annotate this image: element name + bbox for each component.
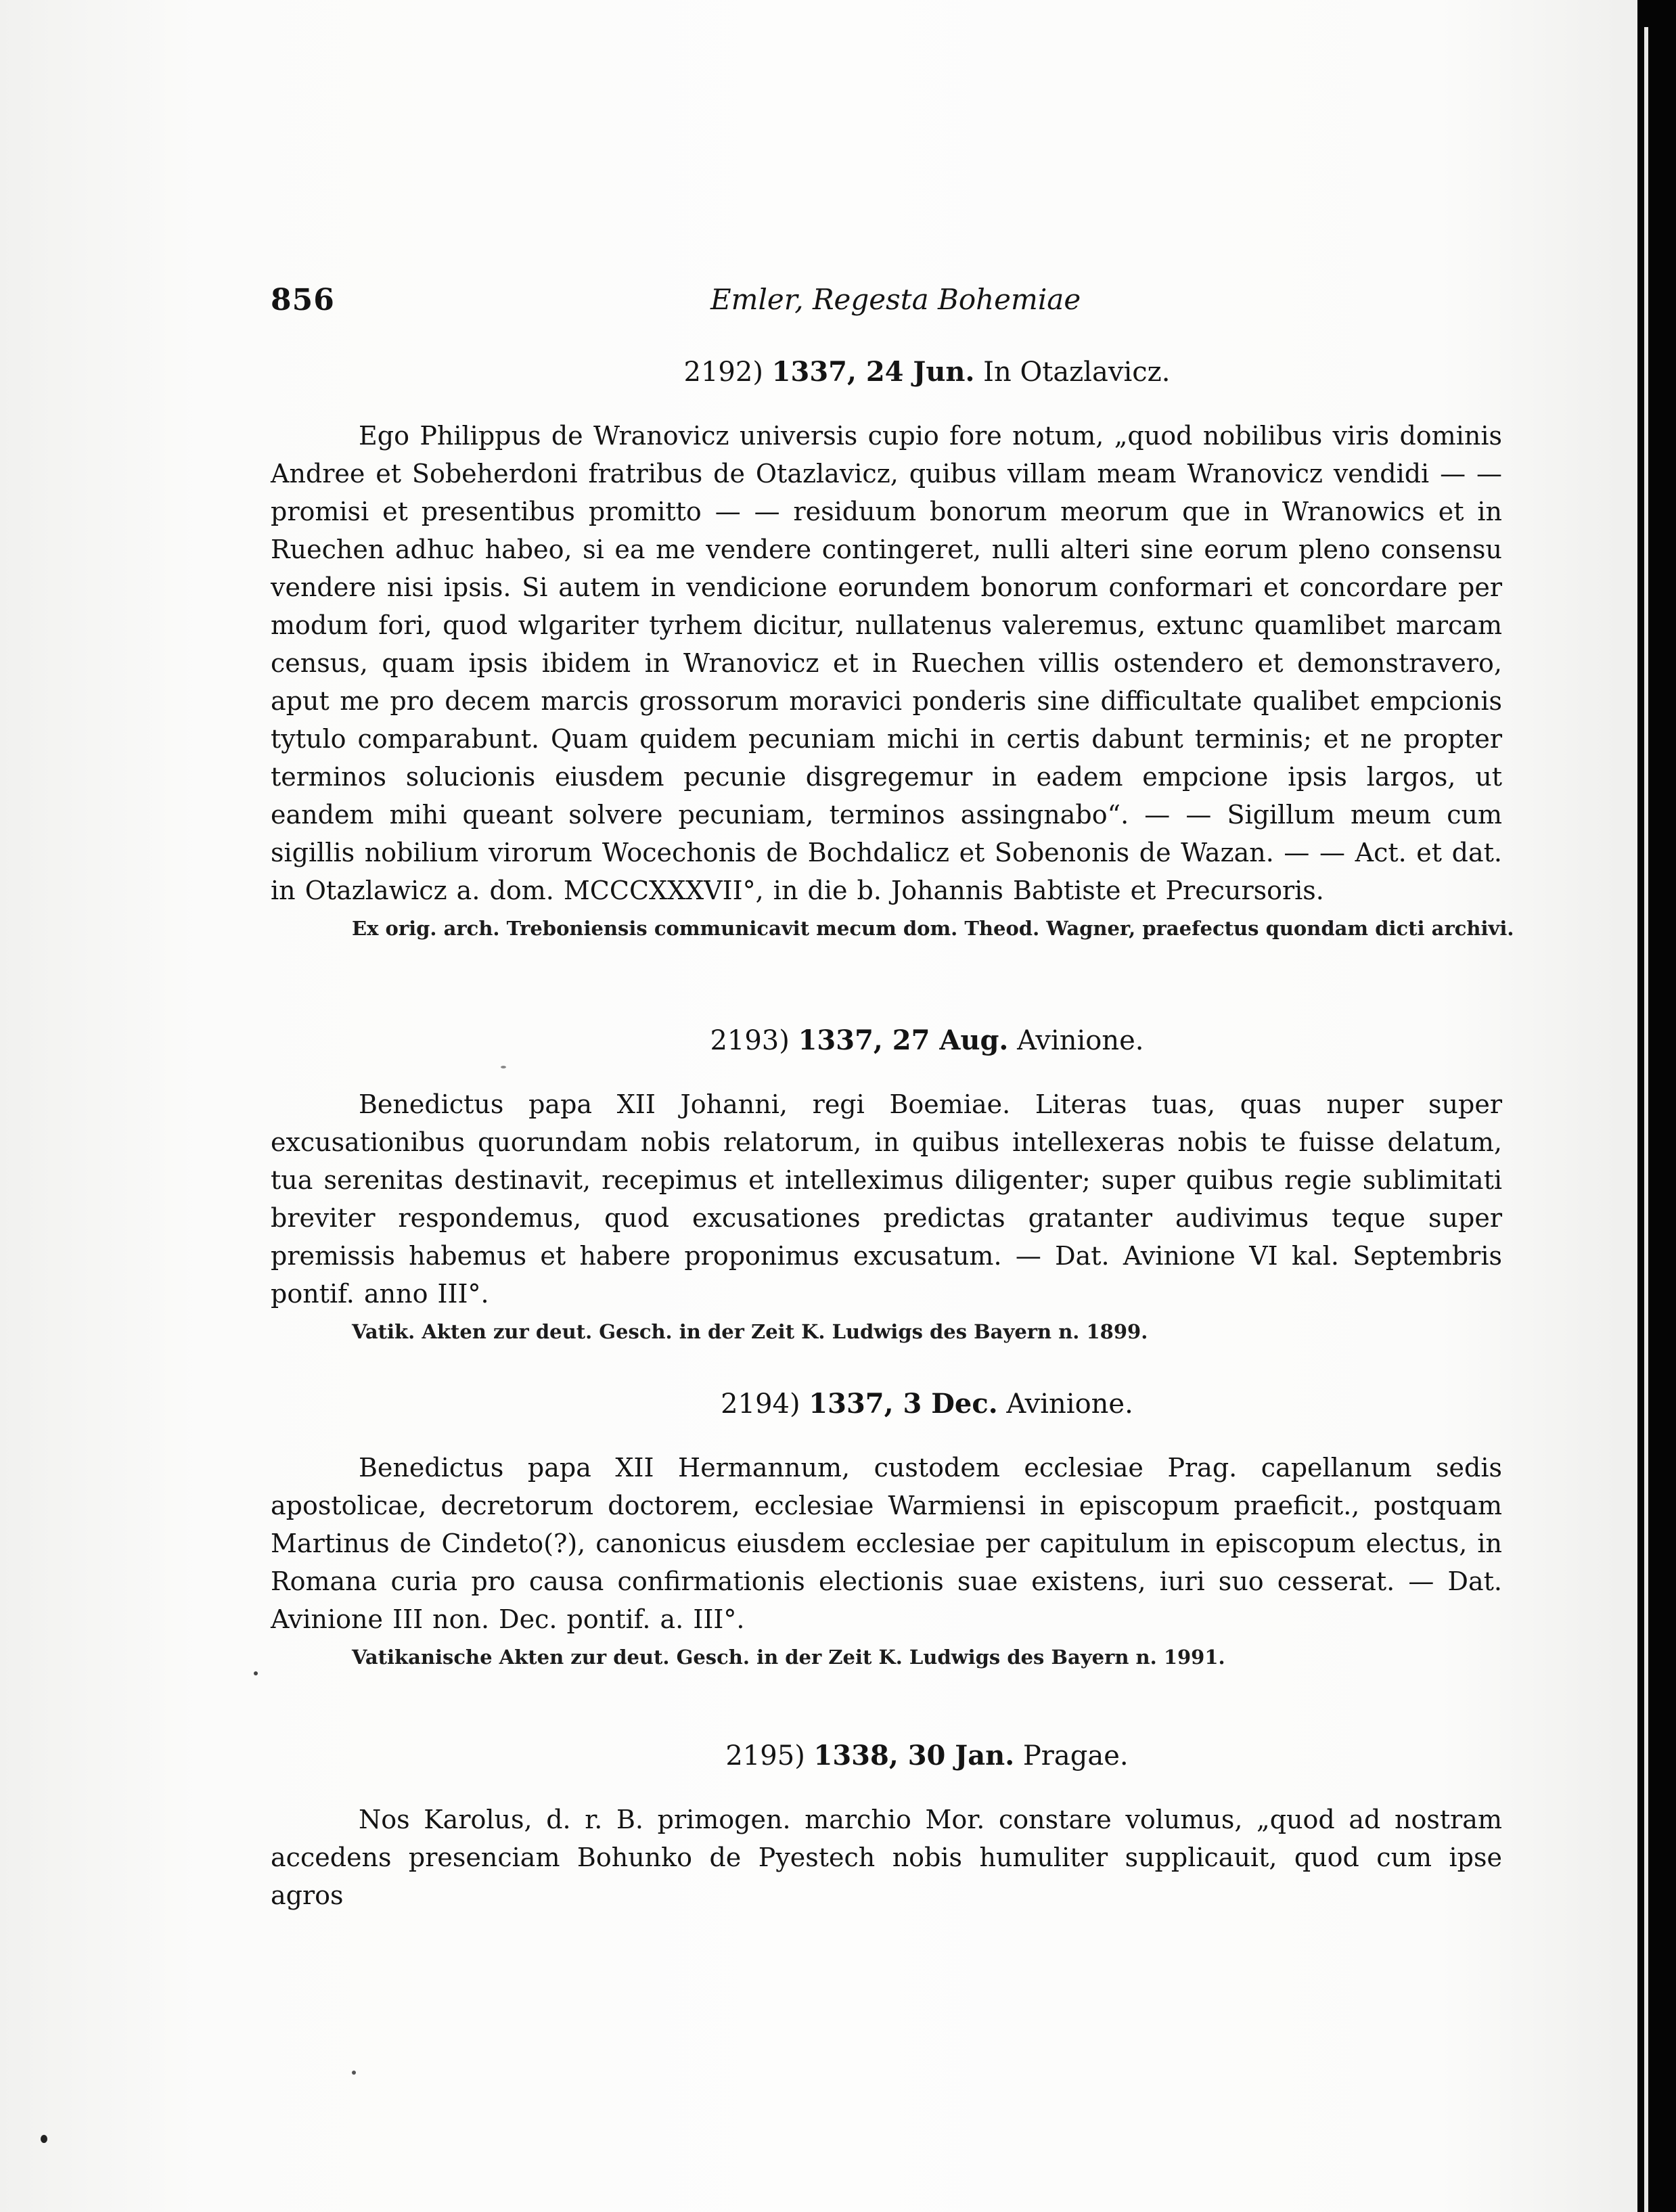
entry-heading: [271, 1384, 1502, 1424]
running-head: [271, 283, 1489, 330]
entry-date: 1337, 3 Dec.: [809, 1388, 998, 1420]
entry-number: 2194): [721, 1389, 800, 1420]
regest-entry-2193: [271, 1020, 1502, 1347]
scan-speck: [41, 2135, 47, 2143]
scan-speck: [352, 2071, 356, 2075]
page-number: 856: [271, 283, 335, 317]
entry-text: Benedictus papa XII Johanni, regi Boemiae. Literas tuas, quas nuper super excusationibus quorundam nobis relatorum, in quibus intellexeras nobis te fuisse delatum, tua serenitas destinavit, recepimus et intelleximus diligenter; super quibus regie sublimitati breviter respondemus, quod excusationes predictas gratanter audivimus teque super premissis habemus et habere proponimus excusatum. — Dat. Avinione VI kal. Septembris pontif. anno III°.: [271, 1089, 1502, 1309]
entry-number: 2195): [725, 1740, 805, 1771]
entry-date: 1338, 30 Jan.: [813, 1740, 1015, 1771]
entry-text: Nos Karolus, d. r. B. primogen. marchio Mor. constare volumus, „quod ad nostram accedens presenciam Bohunko de Pyestech nobis humuliter supplicauit, quod cum ipse agros: [271, 1805, 1502, 1910]
scan-speck: [501, 1066, 506, 1068]
regest-entry-2192: [271, 352, 1514, 943]
entry-number: 2193): [710, 1025, 790, 1056]
scan-border: [1637, 0, 1676, 2212]
entry-place: Pragae.: [1022, 1740, 1129, 1771]
scan-speck: [254, 1671, 258, 1675]
entry-heading: [271, 352, 1502, 392]
entry-place: Avinione.: [1006, 1389, 1133, 1420]
regest-entry-2194: [271, 1384, 1502, 1672]
entry-heading: [271, 1736, 1502, 1776]
entry-source-note: Ex orig. arch. Treboniensis communicavit mecum dom. Theod. Wagner, praefectus quondam dicti archivi.: [352, 917, 1514, 940]
entry-date: 1337, 24 Jun.: [771, 356, 975, 388]
entry-heading: [271, 1020, 1502, 1061]
entry-source-note: Vatik. Akten zur deut. Gesch. in der Zeit K. Ludwigs des Bayern n. 1899.: [352, 1320, 1148, 1343]
entry-number: 2192): [683, 357, 763, 388]
scan-border-strip: [1644, 27, 1648, 2212]
entry-text: Ego Philippus de Wranovicz universis cupio fore notum, „quod nobilibus viris dominis Andree et Sobeherdoni fratribus de Otazlavicz, quibus villam meam Wranovicz vendidi — — promisi et presentibus promitto — — residuum bonorum meorum que in Wranowics et in Ruechen adhuc habeo, si ea me vendere contingeret, nulli alteri sine eorum pleno consensu vendere nisi ipsis. Si autem in vendicione eorundem bonorum conformari et concordare per modum fori, quod wlgariter tyrhem dicitur, nullatenus valeremus, extunc quamlibet marcam census, quam ipsis ibidem in Wranovicz et in Ruechen villis ostendero et demonstravero, aput me pro decem marcis grossorum moravici ponderis sine difficultate qualibet empcionis tytulo comparabunt. Quam quidem pecuniam michi in certis dabunt terminis; et ne propter terminos solucionis eiusdem pecunie disgregemur in eadem empcione ipsis largos, ut eandem mihi queant solvere pecuniam, terminos assingnabo“. — — Sigillum meum cum sigillis nobilium virorum Wocechonis de Bochdalicz et Sobenonis de Wazan. — — Act. et dat. in Otazlawicz a. dom. MCCCXXXVII°, in die b. Johannis Babtiste et Precursoris.: [271, 421, 1502, 905]
entry-text: Benedictus papa XII Hermannum, custodem ecclesiae Prag. capellanum sedis apostolicae, decretorum doctorem, ecclesiae Warmiensi in episcopum praeficit., postquam Martinus de Cindeto(?), canonicus eiusdem ecclesiae per capitulum in episcopum electus, in Romana curia pro causa confirmationis electionis suae existens, iuri suo cesserat. — Dat. Avinione III non. Dec. pontif. a. III°.: [271, 1453, 1502, 1634]
regest-entry-2195: [271, 1736, 1502, 1914]
running-title: Emler, Regesta Bohemiae: [710, 283, 1081, 316]
entry-place: In Otazlavicz.: [983, 357, 1171, 388]
entry-source-note: Vatikanische Akten zur deut. Gesch. in der Zeit K. Ludwigs des Bayern n. 1991.: [352, 1646, 1225, 1669]
entry-date: 1337, 27 Aug.: [798, 1024, 1009, 1056]
entry-place: Avinione.: [1017, 1025, 1144, 1056]
